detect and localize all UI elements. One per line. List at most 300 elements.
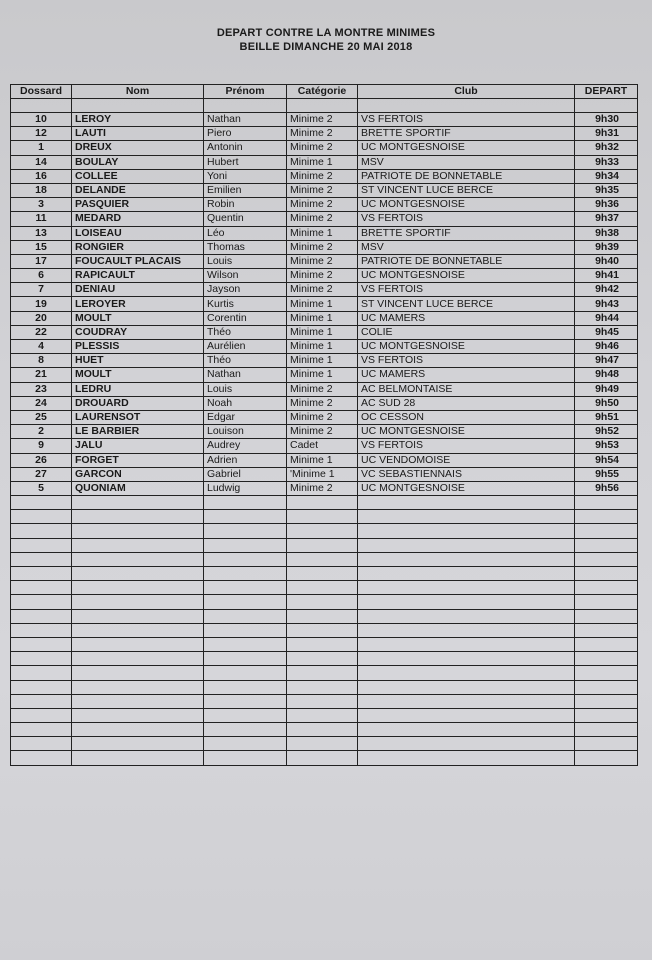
nom-cell: COUDRAY: [72, 325, 204, 339]
column-header-prenom: Prénom: [204, 85, 287, 99]
depart-cell: 9h30: [575, 113, 638, 127]
club-cell: UC MONTGESNOISE: [358, 425, 575, 439]
empty-cell: [575, 581, 638, 595]
empty-cell: [358, 737, 575, 751]
depart-cell: 9h39: [575, 240, 638, 254]
document-subtitle: BEILLE DIMANCHE 20 MAI 2018: [239, 41, 413, 53]
empty-cell: [287, 510, 358, 524]
nom-cell: MOULT: [72, 311, 204, 325]
empty-cell: [575, 652, 638, 666]
dossard-cell: 15: [11, 240, 72, 254]
empty-cell: [11, 510, 72, 524]
depart-cell: 9h49: [575, 382, 638, 396]
categorie-cell: Minime 1: [287, 155, 358, 169]
club-cell: UC MONTGESNOISE: [358, 340, 575, 354]
depart-cell: 9h37: [575, 212, 638, 226]
empty-cell: [72, 538, 204, 552]
prenom-cell: Kurtis: [204, 297, 287, 311]
club-cell: VS FERTOIS: [358, 212, 575, 226]
nom-cell: FOUCAULT PLACAIS: [72, 254, 204, 268]
dossard-cell: 20: [11, 311, 72, 325]
empty-row: [11, 723, 638, 737]
nom-cell: RONGIER: [72, 240, 204, 254]
prenom-cell: Gabriel: [204, 467, 287, 481]
prenom-cell: Jayson: [204, 283, 287, 297]
club-cell: PATRIOTE DE BONNETABLE: [358, 169, 575, 183]
club-cell: UC MONTGESNOISE: [358, 141, 575, 155]
empty-row: [11, 751, 638, 765]
empty-row: [11, 567, 638, 581]
depart-cell: 9h54: [575, 453, 638, 467]
empty-cell: [287, 723, 358, 737]
empty-cell: [11, 708, 72, 722]
club-cell: UC VENDOMOISE: [358, 453, 575, 467]
dossard-cell: 12: [11, 127, 72, 141]
categorie-cell: Minime 2: [287, 410, 358, 424]
empty-row: [11, 737, 638, 751]
empty-cell: [575, 737, 638, 751]
empty-cell: [72, 751, 204, 765]
empty-cell: [287, 552, 358, 566]
empty-row: [11, 496, 638, 510]
empty-cell: [11, 751, 72, 765]
empty-row: [11, 637, 638, 651]
dossard-cell: 18: [11, 183, 72, 197]
empty-cell: [11, 666, 72, 680]
club-cell: COLIE: [358, 325, 575, 339]
empty-cell: [575, 623, 638, 637]
empty-cell: [72, 524, 204, 538]
nom-cell: LAURENSOT: [72, 410, 204, 424]
categorie-cell: Minime 1: [287, 325, 358, 339]
nom-cell: HUET: [72, 354, 204, 368]
club-cell: VS FERTOIS: [358, 439, 575, 453]
dossard-cell: 2: [11, 425, 72, 439]
club-cell: UC MAMERS: [358, 368, 575, 382]
empty-cell: [11, 680, 72, 694]
empty-cell: [358, 623, 575, 637]
empty-cell: [204, 694, 287, 708]
empty-cell: [287, 751, 358, 765]
prenom-cell: Louis: [204, 254, 287, 268]
dossard-cell: 10: [11, 113, 72, 127]
empty-cell: [204, 623, 287, 637]
club-cell: UC MAMERS: [358, 311, 575, 325]
nom-cell: LEDRU: [72, 382, 204, 396]
categorie-cell: Minime 2: [287, 269, 358, 283]
empty-cell: [11, 524, 72, 538]
prenom-cell: Piero: [204, 127, 287, 141]
club-cell: MSV: [358, 155, 575, 169]
column-header-club: Club: [358, 85, 575, 99]
empty-cell: [11, 496, 72, 510]
table-row: [11, 283, 638, 297]
prenom-cell: Aurélien: [204, 340, 287, 354]
table-row: [11, 439, 638, 453]
depart-cell: 9h47: [575, 354, 638, 368]
empty-row: [11, 652, 638, 666]
nom-cell: LEROYER: [72, 297, 204, 311]
categorie-cell: 'Minime 1: [287, 467, 358, 481]
table-row: [11, 425, 638, 439]
depart-cell: 9h31: [575, 127, 638, 141]
empty-cell: [204, 595, 287, 609]
depart-cell: 9h45: [575, 325, 638, 339]
dossard-cell: 7: [11, 283, 72, 297]
depart-cell: 9h48: [575, 368, 638, 382]
dossard-cell: 16: [11, 169, 72, 183]
dossard-cell: 8: [11, 354, 72, 368]
empty-cell: [204, 680, 287, 694]
categorie-cell: Minime 2: [287, 198, 358, 212]
depart-cell: 9h33: [575, 155, 638, 169]
empty-cell: [575, 694, 638, 708]
empty-cell: [72, 496, 204, 510]
empty-cell: [575, 723, 638, 737]
table-row: [11, 240, 638, 254]
empty-cell: [358, 637, 575, 651]
empty-cell: [72, 637, 204, 651]
nom-cell: LOISEAU: [72, 226, 204, 240]
empty-cell: [11, 552, 72, 566]
empty-cell: [287, 567, 358, 581]
empty-cell: [358, 652, 575, 666]
empty-cell: [72, 510, 204, 524]
empty-cell: [204, 567, 287, 581]
table-row: [11, 226, 638, 240]
nom-cell: FORGET: [72, 453, 204, 467]
dossard-cell: 25: [11, 410, 72, 424]
empty-row: [11, 538, 638, 552]
club-cell: VS FERTOIS: [358, 283, 575, 297]
empty-row: [11, 708, 638, 722]
empty-cell: [204, 751, 287, 765]
empty-cell: [72, 609, 204, 623]
empty-cell: [204, 524, 287, 538]
categorie-cell: Minime 2: [287, 169, 358, 183]
empty-cell: [287, 652, 358, 666]
empty-cell: [11, 637, 72, 651]
prenom-cell: Thomas: [204, 240, 287, 254]
dossard-cell: 6: [11, 269, 72, 283]
club-cell: ST VINCENT LUCE BERCE: [358, 297, 575, 311]
empty-row: [11, 510, 638, 524]
table-row: [11, 325, 638, 339]
empty-cell: [575, 567, 638, 581]
empty-cell: [204, 496, 287, 510]
depart-cell: 9h46: [575, 340, 638, 354]
categorie-cell: Minime 2: [287, 396, 358, 410]
club-cell: BRETTE SPORTIF: [358, 226, 575, 240]
empty-cell: [358, 595, 575, 609]
empty-cell: [575, 524, 638, 538]
table-row: [11, 410, 638, 424]
categorie-cell: Minime 2: [287, 481, 358, 495]
empty-cell: [358, 581, 575, 595]
prenom-cell: Louis: [204, 382, 287, 396]
categorie-cell: Minime 2: [287, 212, 358, 226]
empty-cell: [11, 623, 72, 637]
dossard-cell: 9: [11, 439, 72, 453]
empty-cell: [575, 510, 638, 524]
empty-cell: [358, 567, 575, 581]
nom-cell: MOULT: [72, 368, 204, 382]
table-row: [11, 481, 638, 495]
nom-cell: LE BARBIER: [72, 425, 204, 439]
empty-cell: [204, 538, 287, 552]
empty-cell: [358, 666, 575, 680]
dossard-cell: 3: [11, 198, 72, 212]
empty-cell: [287, 595, 358, 609]
empty-cell: [204, 652, 287, 666]
empty-cell: [287, 637, 358, 651]
table-row: [11, 382, 638, 396]
document-title: DEPART CONTRE LA MONTRE MINIMES: [216, 27, 436, 39]
empty-cell: [287, 609, 358, 623]
empty-cell: [204, 609, 287, 623]
empty-cell: [72, 737, 204, 751]
empty-cell: [358, 524, 575, 538]
empty-cell: [72, 680, 204, 694]
empty-cell: [575, 552, 638, 566]
prenom-cell: Edgar: [204, 410, 287, 424]
depart-cell: 9h36: [575, 198, 638, 212]
empty-cell: [204, 666, 287, 680]
empty-row: [11, 680, 638, 694]
categorie-cell: Minime 2: [287, 113, 358, 127]
empty-cell: [358, 694, 575, 708]
start-list-table: [10, 84, 638, 766]
dossard-cell: 21: [11, 368, 72, 382]
empty-cell: [11, 723, 72, 737]
empty-cell: [358, 609, 575, 623]
empty-cell: [358, 680, 575, 694]
depart-cell: 9h50: [575, 396, 638, 410]
empty-cell: [72, 567, 204, 581]
nom-cell: DROUARD: [72, 396, 204, 410]
dossard-cell: 26: [11, 453, 72, 467]
club-cell: PATRIOTE DE BONNETABLE: [358, 254, 575, 268]
table-row: [11, 127, 638, 141]
empty-cell: [575, 496, 638, 510]
depart-cell: 9h52: [575, 425, 638, 439]
dossard-cell: 11: [11, 212, 72, 226]
dossard-cell: 23: [11, 382, 72, 396]
prenom-cell: Hubert: [204, 155, 287, 169]
empty-cell: [204, 581, 287, 595]
empty-row: [11, 581, 638, 595]
club-cell: VS FERTOIS: [358, 113, 575, 127]
empty-cell: [72, 581, 204, 595]
prenom-cell: Yoni: [204, 169, 287, 183]
table-row: [11, 155, 638, 169]
empty-cell: [204, 723, 287, 737]
nom-cell: PASQUIER: [72, 198, 204, 212]
empty-cell: [72, 708, 204, 722]
empty-cell: [11, 652, 72, 666]
empty-cell: [204, 737, 287, 751]
empty-cell: [575, 637, 638, 651]
nom-cell: PLESSIS: [72, 340, 204, 354]
empty-cell: [72, 666, 204, 680]
prenom-cell: Louison: [204, 425, 287, 439]
nom-cell: JALU: [72, 439, 204, 453]
club-cell: BRETTE SPORTIF: [358, 127, 575, 141]
categorie-cell: Minime 1: [287, 340, 358, 354]
club-cell: UC MONTGESNOISE: [358, 269, 575, 283]
prenom-cell: Adrien: [204, 453, 287, 467]
dossard-cell: 13: [11, 226, 72, 240]
categorie-cell: Minime 2: [287, 425, 358, 439]
empty-cell: [287, 496, 358, 510]
empty-cell: [287, 581, 358, 595]
club-cell: MSV: [358, 240, 575, 254]
categorie-cell: Minime 2: [287, 240, 358, 254]
dossard-cell: 24: [11, 396, 72, 410]
empty-cell: [72, 694, 204, 708]
categorie-cell: Minime 1: [287, 297, 358, 311]
empty-row: [11, 552, 638, 566]
empty-cell: [72, 552, 204, 566]
table-row: [11, 183, 638, 197]
categorie-cell: Minime 2: [287, 183, 358, 197]
column-header-nom: Nom: [72, 85, 204, 99]
column-header-dossard: Dossard: [11, 85, 72, 99]
prenom-cell: Audrey: [204, 439, 287, 453]
empty-cell: [287, 737, 358, 751]
prenom-cell: Nathan: [204, 113, 287, 127]
categorie-cell: Minime 2: [287, 283, 358, 297]
empty-cell: [287, 666, 358, 680]
empty-cell: [11, 737, 72, 751]
categorie-cell: Minime 1: [287, 354, 358, 368]
table-row: [11, 254, 638, 268]
empty-cell: [204, 510, 287, 524]
table-row: [11, 113, 638, 127]
empty-cell: [575, 595, 638, 609]
depart-cell: 9h32: [575, 141, 638, 155]
depart-cell: 9h42: [575, 283, 638, 297]
club-cell: AC SUD 28: [358, 396, 575, 410]
dossard-cell: 4: [11, 340, 72, 354]
empty-cell: [11, 538, 72, 552]
prenom-cell: Théo: [204, 325, 287, 339]
empty-cell: [575, 680, 638, 694]
table-row: [11, 269, 638, 283]
nom-cell: GARCON: [72, 467, 204, 481]
empty-cell: [287, 680, 358, 694]
empty-row: [11, 595, 638, 609]
nom-cell: COLLEE: [72, 169, 204, 183]
column-header-categorie: Catégorie: [287, 85, 358, 99]
empty-cell: [204, 708, 287, 722]
empty-row: [11, 694, 638, 708]
empty-cell: [358, 723, 575, 737]
dossard-cell: 1: [11, 141, 72, 155]
empty-cell: [11, 567, 72, 581]
table-row: [11, 453, 638, 467]
empty-cell: [575, 708, 638, 722]
categorie-cell: Minime 2: [287, 382, 358, 396]
categorie-cell: Minime 2: [287, 141, 358, 155]
table-row: [11, 198, 638, 212]
prenom-cell: Wilson: [204, 269, 287, 283]
empty-row: [11, 666, 638, 680]
empty-cell: [11, 694, 72, 708]
club-cell: ST VINCENT LUCE BERCE: [358, 183, 575, 197]
nom-cell: LAUTI: [72, 127, 204, 141]
empty-cell: [287, 708, 358, 722]
empty-cell: [287, 524, 358, 538]
prenom-cell: Léo: [204, 226, 287, 240]
table-row: [11, 467, 638, 481]
prenom-cell: Corentin: [204, 311, 287, 325]
prenom-cell: Ludwig: [204, 481, 287, 495]
categorie-cell: Minime 1: [287, 226, 358, 240]
empty-cell: [358, 496, 575, 510]
prenom-cell: Théo: [204, 354, 287, 368]
depart-cell: 9h35: [575, 183, 638, 197]
empty-cell: [11, 609, 72, 623]
prenom-cell: Antonin: [204, 141, 287, 155]
table-row: [11, 169, 638, 183]
table-row: [11, 340, 638, 354]
depart-cell: 9h44: [575, 311, 638, 325]
prenom-cell: Noah: [204, 396, 287, 410]
table-row: [11, 141, 638, 155]
depart-cell: 9h38: [575, 226, 638, 240]
empty-row: [11, 609, 638, 623]
column-header-depart: DEPART: [575, 85, 638, 99]
empty-cell: [287, 694, 358, 708]
prenom-cell: Robin: [204, 198, 287, 212]
depart-cell: 9h56: [575, 481, 638, 495]
empty-cell: [11, 595, 72, 609]
depart-cell: 9h41: [575, 269, 638, 283]
categorie-cell: Minime 2: [287, 254, 358, 268]
nom-cell: QUONIAM: [72, 481, 204, 495]
empty-cell: [575, 609, 638, 623]
empty-cell: [358, 552, 575, 566]
empty-cell: [358, 751, 575, 765]
club-cell: UC MONTGESNOISE: [358, 481, 575, 495]
table-header-row: [11, 85, 638, 99]
nom-cell: BOULAY: [72, 155, 204, 169]
empty-row: [11, 623, 638, 637]
table-row: [11, 368, 638, 382]
nom-cell: RAPICAULT: [72, 269, 204, 283]
depart-cell: 9h51: [575, 410, 638, 424]
table-row: [11, 354, 638, 368]
club-cell: AC BELMONTAISE: [358, 382, 575, 396]
empty-cell: [72, 623, 204, 637]
empty-cell: [575, 666, 638, 680]
depart-cell: 9h40: [575, 254, 638, 268]
empty-row: [11, 524, 638, 538]
dossard-cell: 5: [11, 481, 72, 495]
depart-cell: 9h55: [575, 467, 638, 481]
depart-cell: 9h53: [575, 439, 638, 453]
empty-cell: [575, 538, 638, 552]
empty-cell: [204, 552, 287, 566]
empty-cell: [72, 652, 204, 666]
club-cell: UC MONTGESNOISE: [358, 198, 575, 212]
empty-cell: [204, 637, 287, 651]
empty-cell: [11, 581, 72, 595]
nom-cell: DREUX: [72, 141, 204, 155]
depart-cell: 9h34: [575, 169, 638, 183]
nom-cell: LEROY: [72, 113, 204, 127]
